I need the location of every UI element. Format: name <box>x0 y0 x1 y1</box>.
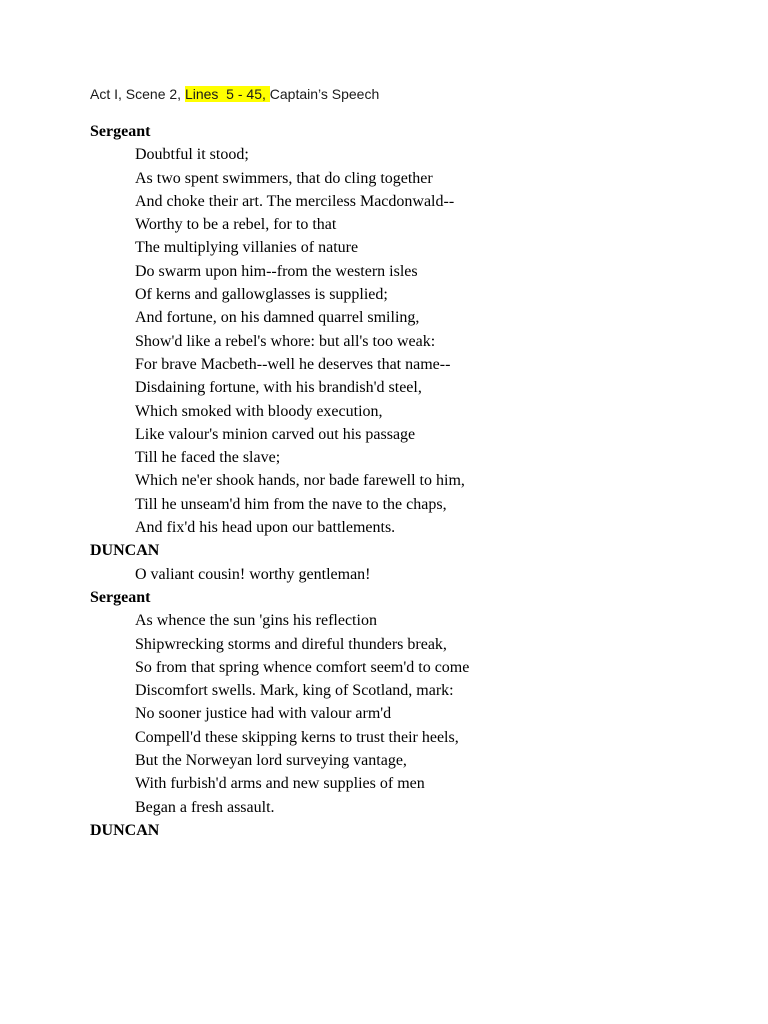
verse-line: Began a fresh assault. <box>135 798 275 816</box>
verse-line: Doubtful it stood; <box>135 146 249 164</box>
speaker-name: Sergeant <box>90 123 151 140</box>
verse-line: Show'd like a rebel's whore: but all's too weak: <box>135 332 436 350</box>
verse-line: Do swarm upon him--from the western isles <box>135 262 418 280</box>
verse-line: So from that spring whence comfort seem'd to come <box>135 658 470 676</box>
verse-line: And fortune, on his damned quarrel smiling, <box>135 309 420 327</box>
verse-line: Of kerns and gallowglasses is supplied; <box>135 286 388 304</box>
speaker-name: DUNCAN <box>90 542 160 560</box>
speaker-name: Sergeant <box>90 588 151 606</box>
verse-line: No sooner justice had with valour arm'd <box>135 705 392 723</box>
verse-line: Disdaining fortune, with his brandish'd steel, <box>135 379 422 397</box>
verse-line: As whence the sun 'gins his reflection <box>135 612 377 630</box>
verse-line: Which ne'er shook hands, nor bade farewell to him, <box>135 472 465 490</box>
verse-line: Till he unseam'd him from the nave to the chaps, <box>135 495 447 513</box>
heading-prefix: Act I, Scene 2, <box>90 86 185 102</box>
verse-line: But the Norweyan lord surveying vantage, <box>135 752 407 770</box>
scene-heading <box>90 85 379 103</box>
speaker-name: DUNCAN <box>90 821 160 839</box>
verse-line: Like valour's minion carved out his passage <box>135 425 416 443</box>
verse-line: For brave Macbeth--well he deserves that name-- <box>135 355 451 373</box>
verse-line: Shipwrecking storms and direful thunders break, <box>135 635 447 653</box>
verse-line: Which smoked with bloody execution, <box>135 402 383 420</box>
verse-line: Till he faced the slave; <box>135 449 281 467</box>
verse-line: The multiplying villanies of nature <box>135 239 359 257</box>
heading-suffix: Captain’s Speech <box>269 86 380 102</box>
verse-line: And fix'd his head upon our battlements. <box>135 519 396 537</box>
verse-line: And choke their art. The merciless Macdonwald-- <box>135 192 455 210</box>
heading-highlighted-lines: Lines 5 - 45, <box>184 86 270 102</box>
script-body <box>90 120 730 842</box>
verse-line: O valiant cousin! worthy gentleman! <box>135 565 371 583</box>
verse-line: Compell'd these skipping kerns to trust their heels, <box>135 728 459 746</box>
verse-line: Worthy to be a rebel, for to that <box>135 216 337 234</box>
verse-line: With furbish'd arms and new supplies of men <box>135 775 425 793</box>
verse-line: Discomfort swells. Mark, king of Scotland, mark: <box>135 682 454 700</box>
verse-line: As two spent swimmers, that do cling together <box>135 169 433 187</box>
